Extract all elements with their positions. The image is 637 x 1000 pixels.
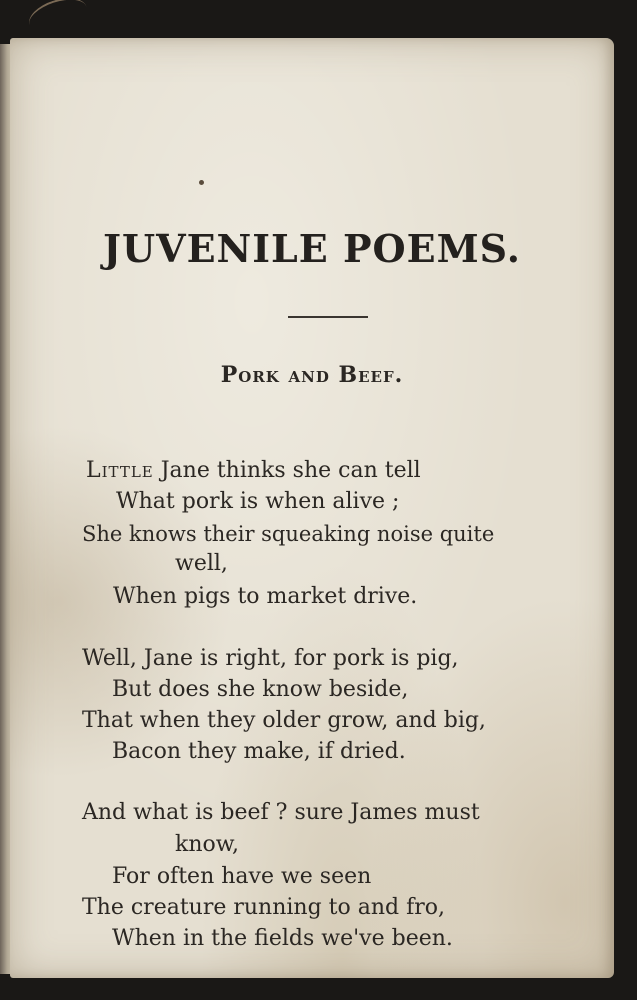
heading-rule: [288, 316, 368, 318]
poem-line: Well, Jane is right, for pork is pig,: [82, 646, 459, 671]
line-first-word: Little: [86, 458, 154, 483]
book-page: [10, 38, 614, 978]
poem-line: Bacon they make, if dried.: [112, 739, 406, 764]
poem-line: For often have we seen: [112, 864, 372, 889]
poem-line: What pork is when alive ;: [116, 489, 400, 514]
poem-line: [86, 458, 421, 484]
poem-line: When in the fields we've been.: [112, 926, 453, 951]
poem-title: Pork and Beef.: [220, 362, 404, 388]
poem-line: And what is beef ? sure James must: [82, 800, 480, 825]
book-heading: JUVENILE POEMS.: [102, 226, 521, 271]
binding-thread: [25, 0, 92, 40]
poem-line: The creature running to and fro,: [82, 895, 446, 920]
poem-line: But does she know beside,: [112, 677, 409, 702]
poem-line: She knows their squeaking noise quite: [82, 522, 495, 546]
paper-spot: [199, 180, 204, 185]
line-text: Jane thinks she can tell: [153, 458, 421, 483]
poem-line: That when they older grow, and big,: [82, 708, 486, 733]
poem-line: know,: [175, 832, 239, 857]
poem-line: When pigs to market drive.: [113, 584, 418, 609]
poem-line: well,: [175, 551, 228, 576]
